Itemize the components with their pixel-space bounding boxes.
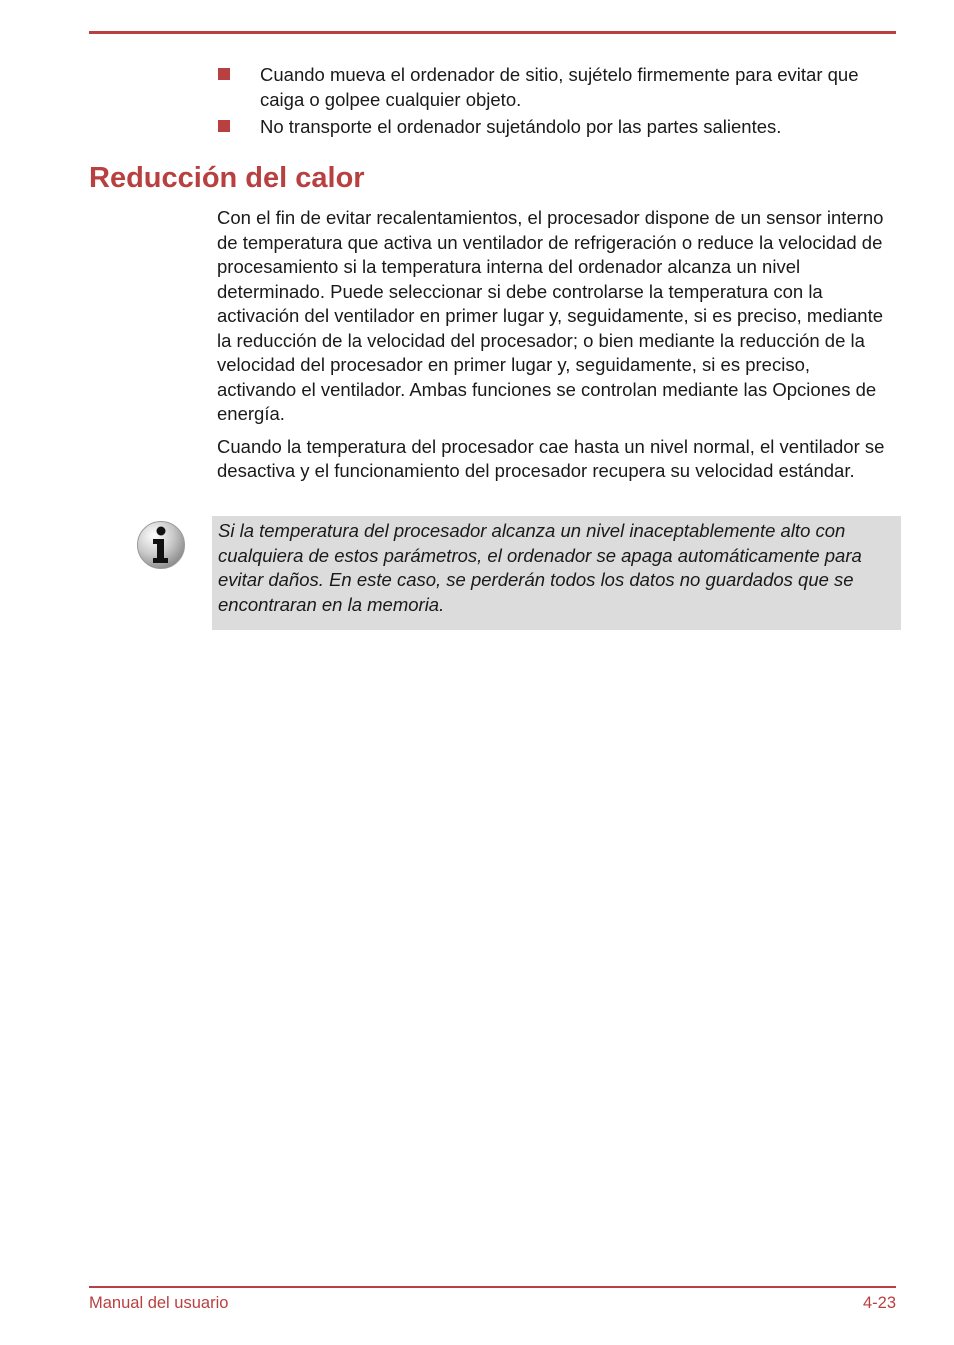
section-title: Reducción del calor	[89, 162, 365, 194]
footer-rule	[89, 1286, 896, 1288]
bullet-text: No transporte el ordenador sujetándolo por las partes salientes.	[260, 116, 782, 137]
bullet-text: Cuando mueva el ordenador de sitio, sujételo firmemente para evitar que caiga o golpee cualquier objeto.	[260, 64, 859, 110]
bullet-square-icon	[218, 68, 230, 80]
info-icon	[136, 520, 186, 570]
footer-title: Manual del usuario	[89, 1294, 229, 1312]
paragraph: Con el fin de evitar recalentamientos, el procesador dispone de un sensor interno de temperatura que activa un ventilador de refrigeración o reduce la velocidad de procesamiento si la temperatura interna del ordenador alcanza un nivel determinado. Puede seleccionar si debe controlarse la temperatura con la activación del ventilador en primer lugar y, seguidamente, si es preciso, mediante la reducción de la velocidad del procesador; o bien mediante la reducción de la velocidad del procesador en primer lugar y, seguidamente, si es preciso, activando el ventilador. Ambas funciones se controlan mediante las Opciones de energía.	[217, 207, 884, 424]
section-body	[217, 206, 889, 492]
note-box	[212, 516, 901, 630]
bullet-list	[217, 63, 887, 143]
header-rule	[89, 31, 896, 34]
page-number: 4-23	[862, 1294, 896, 1312]
list-item	[217, 63, 887, 112]
bullet-square-icon	[218, 120, 230, 132]
list-item	[217, 115, 887, 140]
note-text: Si la temperatura del procesador alcanza un nivel inaceptablemente alto con cualquiera de estos parámetros, el ordenador se apaga automáticamente para evitar daños. En este caso, se perderán todos los datos no guardados que se encontraran en la memoria.	[218, 520, 862, 615]
paragraph: Cuando la temperatura del procesador cae hasta un nivel normal, el ventilador se desactiva y el funcionamiento del procesador recupera su velocidad estándar.	[217, 435, 885, 481]
